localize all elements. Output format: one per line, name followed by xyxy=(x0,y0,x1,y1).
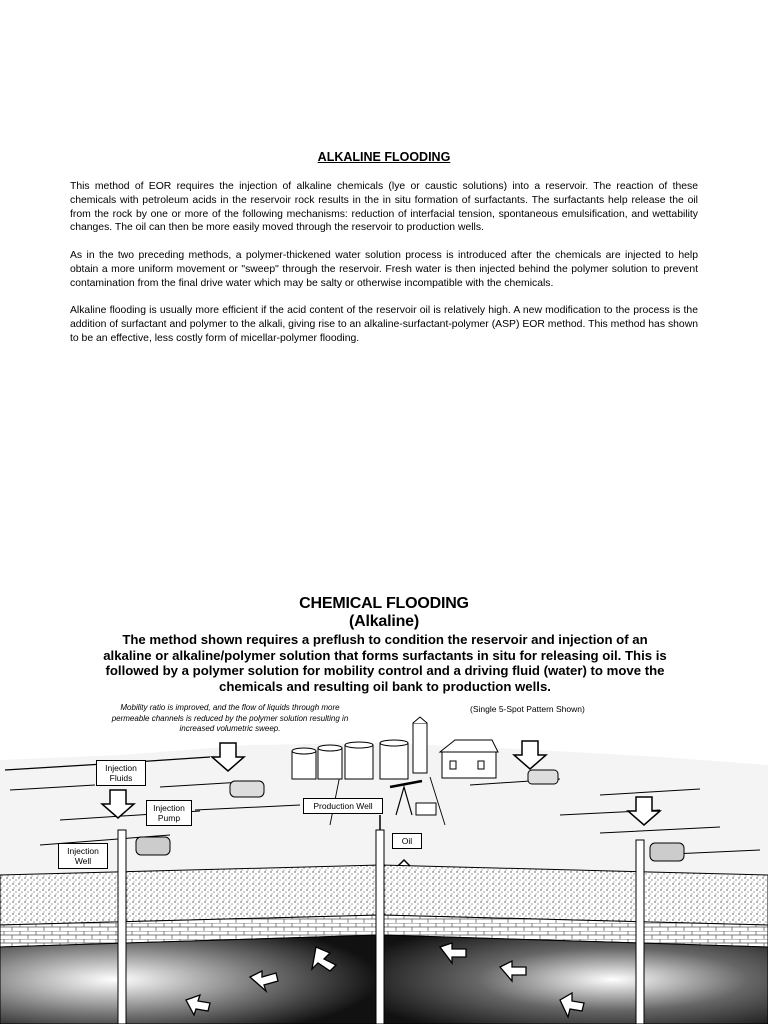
building xyxy=(440,740,498,778)
document-title: ALKALINE FLOODING xyxy=(317,150,451,164)
production-well-label: Production Well xyxy=(303,798,383,814)
figure-subtitle: (Alkaline) xyxy=(348,613,420,630)
oil-label: Oil xyxy=(392,833,422,849)
injection-fluids-label: Injection Fluids xyxy=(96,760,146,786)
figure-description: The method shown requires a preflush to condition the reservoir and injection of an alkaline or alkaline/polymer solution that forms surfactants in situ for releasing oil. This is followed by a polymer solution for mobility control and a driving fluid (water) to move the chemicals and resulting oil bank to production wells. xyxy=(103,632,667,694)
pattern-note: (Single 5-Spot Pattern Shown) xyxy=(470,704,585,714)
figure-title: CHEMICAL FLOODING xyxy=(299,595,469,612)
paragraph-intro: This method of EOR requires the injection of alkaline chemicals (lye or caustic solutions) into a reservoir. The reaction of these chemicals with petroleum acids in the reservoir rock results in the in situ formation of surfactants. The surfactants help release the oil from the rock by one or more of the following mechanisms: reduction of interfacial tension, spontaneous emulsification, and wettability changes. The oil can then be more easily moved through the reservoir to production wells. xyxy=(70,181,698,234)
figure-note: Mobility ratio is improved, and the flow of liquids through more permeable channels is reduced by the polymer solution resulting in increased volumetric sweep. xyxy=(111,703,349,733)
paragraph-polymer: As in the two preceding methods, a polymer-thickened water solution process is introduced after the chemicals are injected to help obtain a more uniform movement or "sweep" through the reservoir. Fresh water is then injected behind the polymer solution to prevent contamination from the final drive water which may be salty or otherwise incompatible with the chemicals. xyxy=(70,250,698,289)
injection-well-label: Injection Well xyxy=(58,843,108,869)
paragraph-efficiency: Alkaline flooding is usually more efficient if the acid content of the reservoir oil is relatively high. A new modification to the process is the addition of surfactant and polymer to the alkali, giving rise to an alkaline-surfactant-polymer (ASP) EOR method. This method has shown to be an effective, less costly form of micellar-polymer flooding. xyxy=(70,305,698,344)
injection-pump-label: Injection Pump xyxy=(146,800,192,826)
